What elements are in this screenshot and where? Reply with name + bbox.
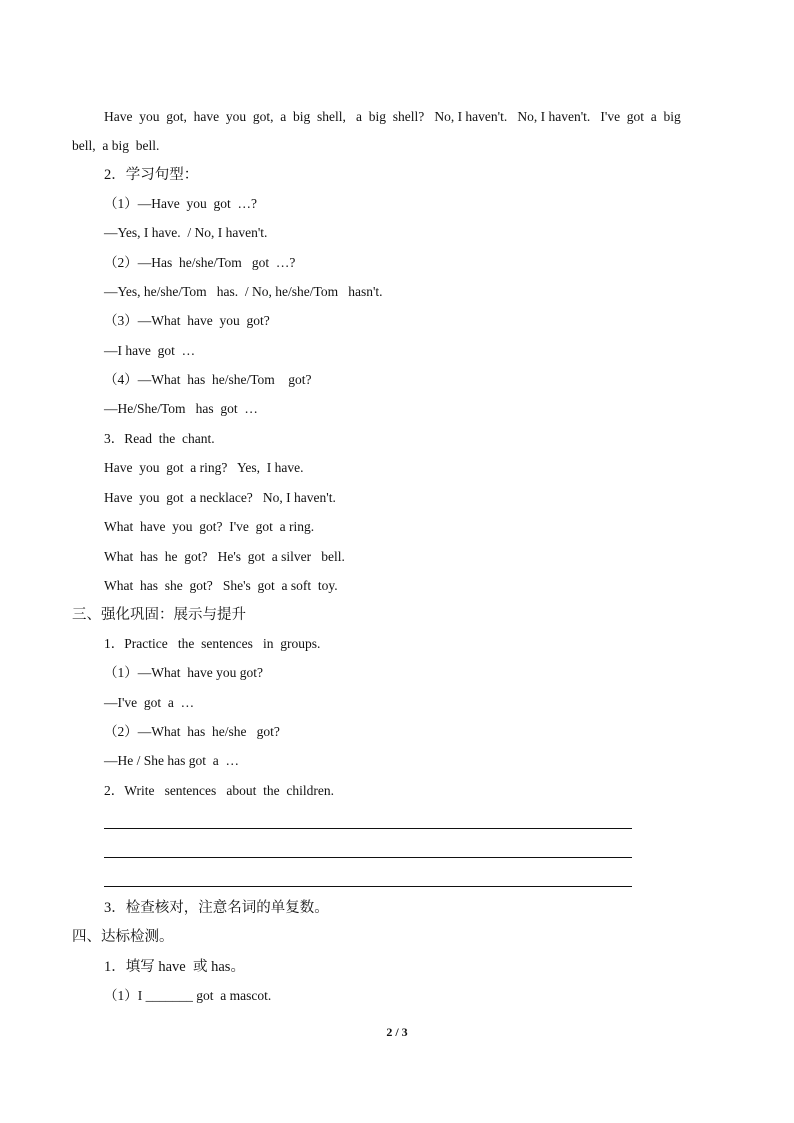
answer-line[interactable] [104, 886, 632, 887]
question-1: （1）I _______ got a mascot. [104, 988, 272, 1003]
pattern-line: —I have got … [104, 343, 196, 358]
section-3-heading: 3．Read the chant. [104, 431, 215, 446]
practice-line: —I've got a … [104, 695, 195, 710]
page-number: 2 / 3 [386, 1025, 408, 1039]
pattern-line: （4）—What has he/she/Tom got? [104, 372, 312, 387]
chant-line: What has he got? He's got a silver bell. [104, 549, 345, 564]
answer-line[interactable] [104, 828, 632, 829]
pattern-line: （2）—Has he/she/Tom got …? [104, 255, 296, 270]
chant-line: Have you got a ring? Yes, I have. [104, 460, 304, 475]
pattern-line: —Yes, he/she/Tom has. / No, he/she/Tom hasn't. [104, 284, 383, 299]
practice-line: （1）—What have you got? [104, 665, 263, 680]
part-3-heading: 三、强化巩固：展示与提升 [72, 607, 246, 623]
answer-line[interactable] [104, 857, 632, 858]
practice-instruction: 1．Practice the sentences in groups. [104, 636, 321, 651]
section-2-heading: 2．学习句型： [104, 167, 199, 183]
chant-line: Have you got a necklace? No, I haven't. [104, 490, 336, 505]
pattern-line: —He/She/Tom has got … [104, 401, 258, 416]
fill-instruction: 1．填写 have 或 has。 [104, 959, 245, 975]
chant-line: What have you got? I've got a ring. [104, 519, 315, 534]
pattern-line: （1）—Have you got …? [104, 196, 257, 211]
pattern-line: —Yes, I have. / No, I haven't. [104, 225, 268, 240]
pattern-line: （3）—What have you got? [104, 313, 270, 328]
intro-line-2: bell, a big bell. [72, 138, 160, 153]
practice-line: （2）—What has he/she got? [104, 724, 280, 739]
chant-line: What has she got? She's got a soft toy. [104, 578, 338, 593]
intro-line-1: Have you got, have you got, a big shell, a big shell? No, I haven't. No, I haven't. I've got a big [104, 109, 681, 124]
practice-line: —He / She has got a … [104, 753, 239, 768]
write-instruction: 2．Write sentences about the children. [104, 783, 335, 798]
check-instruction: 3．检查核对，注意名词的单复数。 [104, 900, 329, 916]
part-4-heading: 四、达标检测。 [72, 929, 174, 945]
